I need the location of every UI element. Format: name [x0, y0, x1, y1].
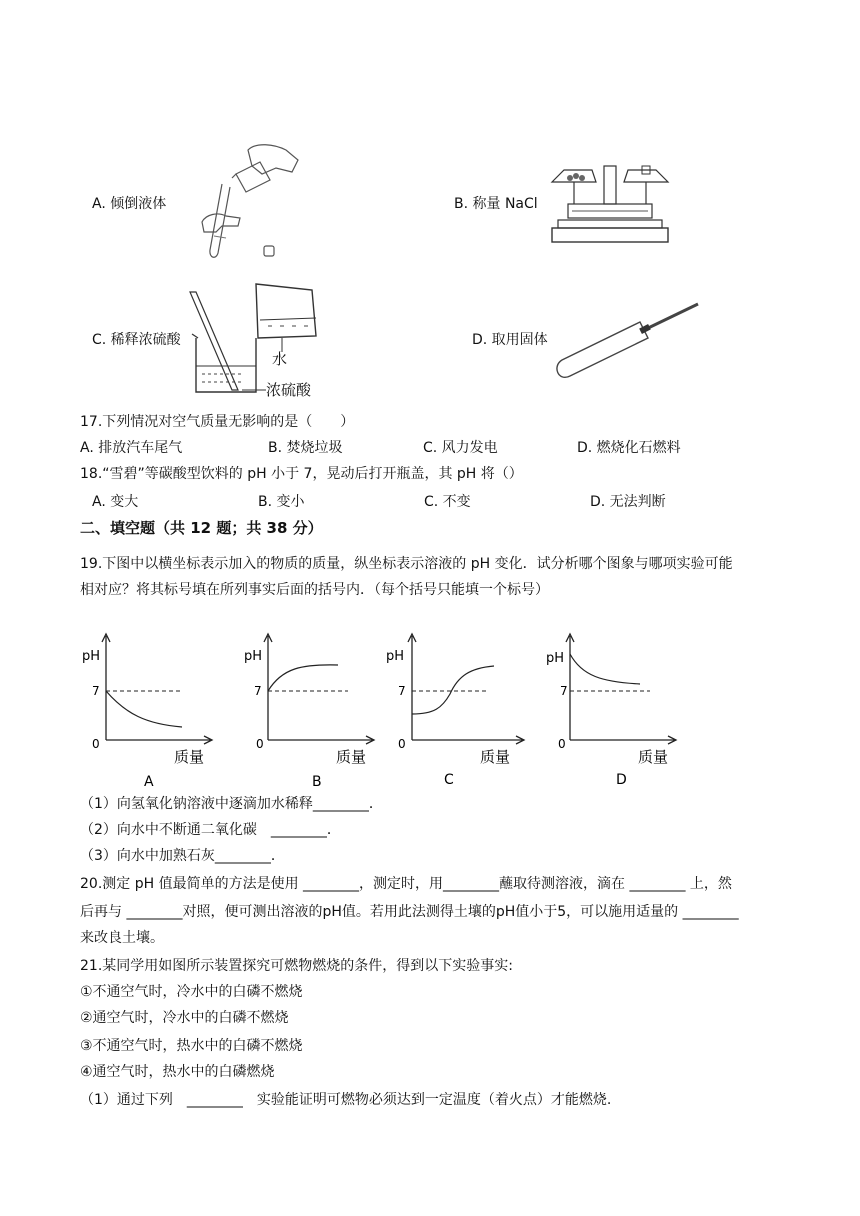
graph-a-xlabel: 质量	[174, 748, 205, 766]
label-conc-acid: 浓硫酸	[266, 381, 312, 399]
graph-d-ref: 7	[560, 684, 568, 698]
graph-c-ref: 7	[398, 684, 406, 698]
ph-graph-b	[240, 630, 380, 790]
graph-a-origin: 0	[92, 737, 100, 751]
q16-option-b: B. 称量 NaCl	[454, 196, 538, 212]
q18-option-d: D. 无法判断	[590, 494, 666, 510]
balance-scale-illustration	[546, 160, 674, 246]
ph-graph-a	[78, 630, 218, 790]
graph-c-origin: 0	[398, 737, 406, 751]
graph-a-ylabel: pH	[82, 649, 101, 664]
graph-c-letter: C	[444, 772, 454, 788]
q18-option-c: C. 不变	[424, 494, 471, 510]
q19-stem-line1: 19.下图中以横坐标表示加入的物质的质量，纵坐标表示溶液的 pH 变化．试分析哪个图象与哪项实验可能	[80, 556, 733, 572]
graph-b-letter: B	[312, 774, 322, 790]
q19-item-3: （3）向水中加熟石灰________．	[80, 848, 285, 864]
q21-fact-1: ①不通空气时，冷水中的白磷不燃烧	[80, 984, 303, 1000]
ph-graph-c	[384, 630, 534, 790]
q17-option-b: B. 焚烧垃圾	[268, 440, 343, 456]
q21-stem: 21.某同学用如图所示装置探究可燃物燃烧的条件，得到以下实验事实:	[80, 958, 513, 974]
graph-d-ylabel: pH	[546, 651, 565, 666]
ph-graph-d	[542, 630, 682, 790]
q18-option-b: B. 变小	[258, 494, 305, 510]
section-title: 二、填空题（共 12 题；共 38 分）	[80, 519, 323, 537]
q19-item-1: （1）向氢氧化钠溶液中逐滴加水稀释________．	[80, 796, 383, 812]
q16-option-c: C. 稀释浓硫酸	[92, 332, 181, 348]
pour-liquid-illustration	[196, 140, 306, 264]
q18-stem: 18.“雪碧”等碳酸型饮料的 pH 小于 7，晃动后打开瓶盖，其 pH 将（）	[80, 466, 523, 482]
q17-option-a: A. 排放汽车尾气	[80, 440, 183, 456]
take-solid-illustration	[548, 298, 702, 384]
q21-fact-4: ④通空气时，热水中的白磷燃烧	[80, 1064, 275, 1080]
q20-line2: 后再与 ________对照，便可测出溶液的pH值。若用此法测得土壤的pH值小于5，可以施用适量的 ________	[80, 904, 739, 920]
q17-option-c: C. 风力发电	[423, 440, 498, 456]
q17-stem: 17.下列情况对空气质量无影响的是（ ）	[80, 414, 355, 430]
graph-b-ylabel: pH	[244, 649, 263, 664]
graph-c-xlabel: 质量	[480, 748, 511, 766]
label-water: 水	[272, 350, 288, 368]
graph-a-ref: 7	[92, 684, 100, 698]
q17-option-d: D. 燃烧化石燃料	[577, 440, 681, 456]
q20-line3: 来改良土壤。	[80, 930, 164, 946]
q16-option-a: A. 倾倒液体	[92, 196, 167, 212]
q20-line1: 20.测定 pH 值最简单的方法是使用 ________，测定时，用________蘸取待测溶液，滴在 ________ 上，然	[80, 876, 732, 892]
q21-fact-3: ③不通空气时，热水中的白磷不燃烧	[80, 1038, 303, 1054]
graph-d-letter: D	[616, 772, 627, 788]
q19-item-2: （2）向水中不断通二氧化碳 ________．	[80, 822, 341, 838]
graph-b-ref: 7	[254, 684, 262, 698]
graph-d-xlabel: 质量	[638, 748, 669, 766]
q21-fact-2: ②通空气时，冷水中的白磷不燃烧	[80, 1010, 289, 1026]
graph-b-xlabel: 质量	[336, 748, 367, 766]
q19-stem-line2: 相对应？将其标号填在所列事实后面的括号内．（每个括号只能填一个标号）	[80, 582, 549, 598]
graph-d-origin: 0	[558, 737, 566, 751]
graph-c-ylabel: pH	[386, 649, 405, 664]
graph-b-origin: 0	[256, 737, 264, 751]
q21-item-1: （1）通过下列 ________ 实验能证明可燃物必须达到一定温度（着火点）才能燃烧.	[80, 1092, 612, 1108]
q18-option-a: A. 变大	[92, 494, 139, 510]
q16-option-d: D. 取用固体	[472, 332, 548, 348]
graph-a-letter: A	[144, 774, 154, 790]
